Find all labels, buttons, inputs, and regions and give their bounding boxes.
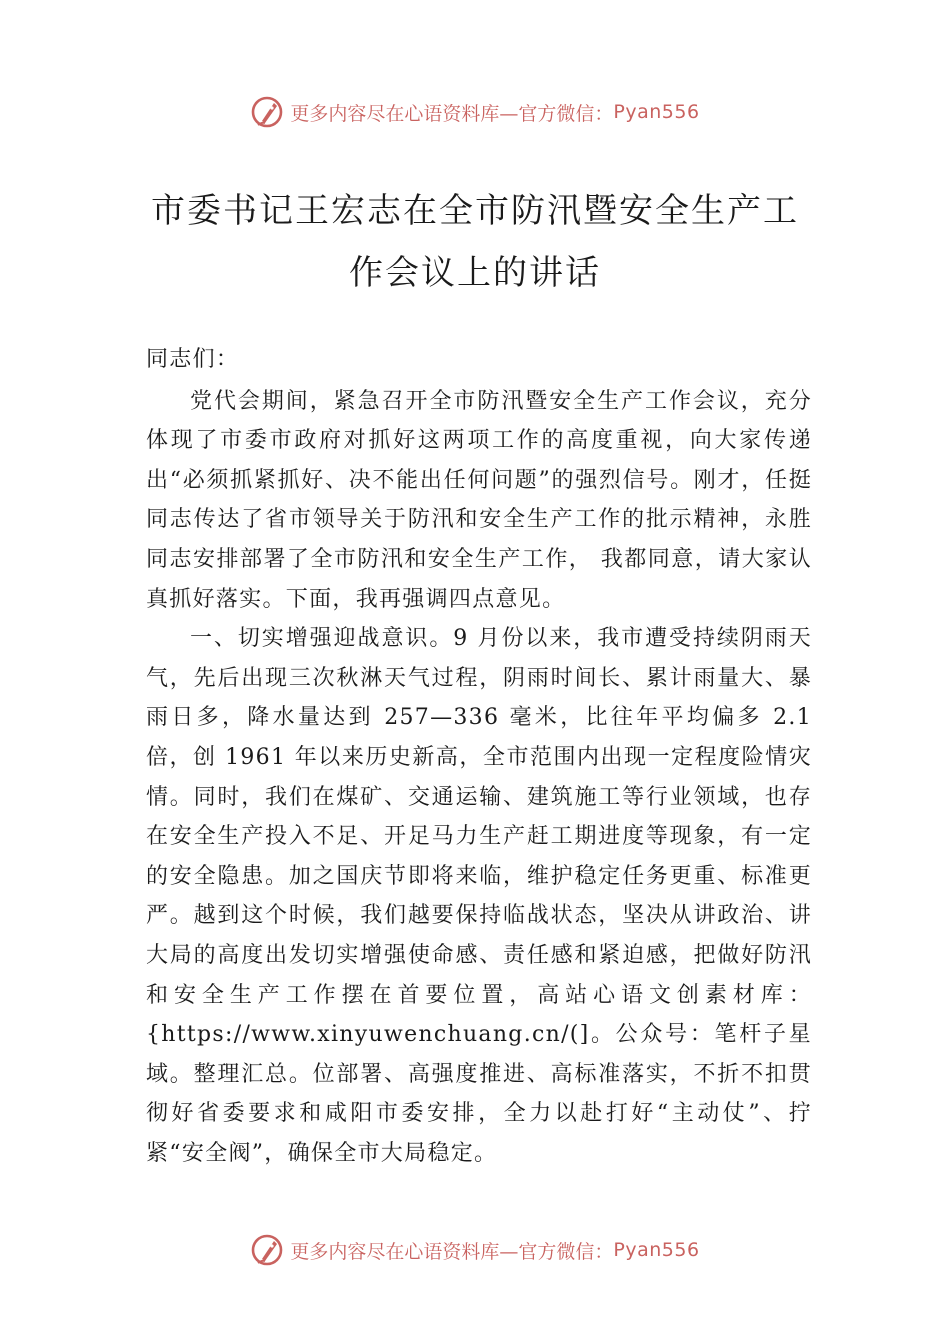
paragraph-2: 一、切实增强迎战意识。9 月份以来，我市遭受持续阴雨天气，先后出现三次秋淋天气过程，阴雨时间长、累计雨量大、暴雨日多，降水量达到 257—336 毫米，比往年平均偏多 2.1 倍，创 1961 年以来历史新高，全市范围内出现一定程度险情灾情。同时，我们在煤矿、交通运输、建筑施工等行业领域，也存在安全生产投入不足、开足马力生产赶工期进度等现象，有一定的安全隐患。加之国庆节即将来临，维护稳定任务更重、标准更严。越到这个时候，我们越要保持临战状态，坚决从讲政治、讲大局的高度出发切实增强使命感、责任感和紧迫感，把做好防汛和安全生产工作摆在首要位置，高站心语文创素材库：{https://www.xinyuwenchuang.cn/(]。公众号：笔杆子星域。整理汇总。位部署、高强度推进、高标准落实，不折不扣贯彻好省委要求和咸阳市委安排，全力以赴打好“主动仗”、拧紧“安全阀”，确保全市大局稳定。 (146, 626, 812, 1166)
pen-nib-logo-icon (250, 95, 284, 129)
banner-handle: Pyan556 (613, 1239, 700, 1261)
paragraph-1: 党代会期间，紧急召开全市防汛暨安全生产工作会议，充分体现了市委市政府对抓好这两项工作的高度重视，向大家传递出“必须抓紧抓好、决不能出任何问题”的强烈信号。刚才，任挺同志传达了省市领导关于防汛和安全生产工作的批示精神，永胜同志安排部署了全市防汛和安全生产工作， 我都同意，请大家认真抓好落实。下面，我再强调四点意见。 (146, 388, 812, 612)
title-line-1: 市委书记王宏志在全市防汛暨安全生产工 (151, 191, 799, 231)
banner-text: 更多内容尽在心语资料库—官方微信： (290, 1240, 614, 1263)
banner-handle: Pyan556 (613, 101, 700, 123)
header-watermark-banner (0, 92, 950, 132)
title-line-2: 作会议上的讲话 (349, 253, 601, 293)
pen-nib-logo-icon (250, 1233, 284, 1267)
banner-text: 更多内容尽在心语资料库—官方微信： (290, 102, 614, 125)
document-body (146, 340, 812, 1173)
document-title (140, 180, 810, 304)
footer-watermark-banner (0, 1230, 950, 1270)
greeting: 同志们： (146, 347, 240, 372)
